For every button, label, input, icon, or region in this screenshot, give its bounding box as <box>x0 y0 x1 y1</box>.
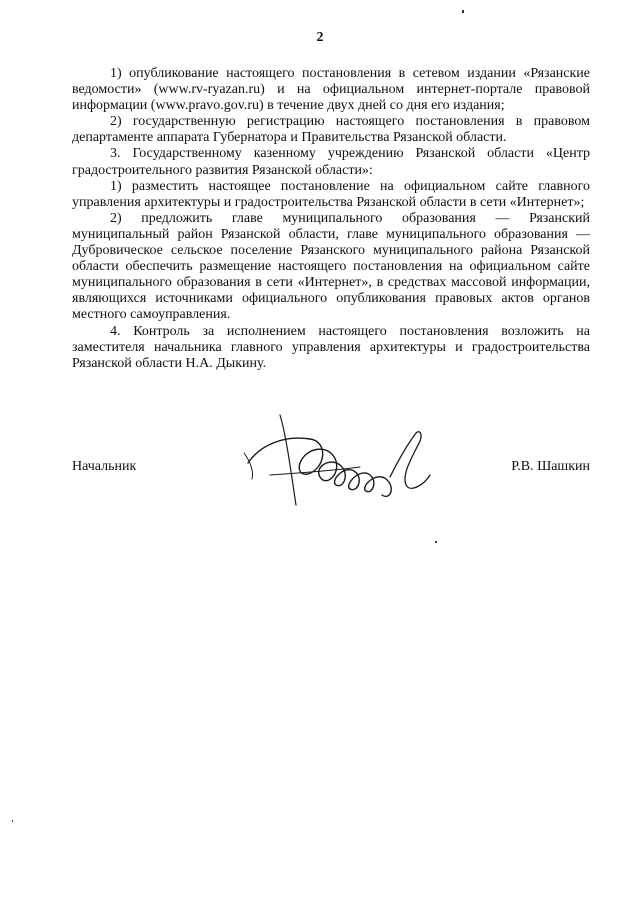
signature-block <box>72 459 590 479</box>
scan-speck <box>12 820 13 822</box>
scan-speck <box>435 541 437 543</box>
paragraph-publication: 1) опубликование настоящего постановления в сетевом издании «Рязанские ведомости» (www.rv-ryazan.ru) и на официальном интернет-портале правовой информации (www.pravo.gov.ru) в течение двух дней со дня его издания; <box>72 66 590 114</box>
paragraph-institution: 3. Государственному казенному учреждению Рязанской области «Центр градостроительного развития Рязанской области»: <box>72 146 590 178</box>
page-number: 2 <box>316 30 324 45</box>
document-body <box>72 66 590 372</box>
paragraph-website: 1) разместить настоящее постановление на официальном сайте главного управления архитектуры и градостроительства Рязанской области в сети «Интернет»; <box>72 178 590 210</box>
scan-speck <box>462 10 464 13</box>
signer-name: Р.В. Шашкин <box>511 459 590 474</box>
signer-title: Начальник <box>72 459 137 474</box>
paragraph-municipal: 2) предложить главе муниципального образования — Рязанский муниципальный район Рязанской области, главе муниципального образования — Дубровическое сельское поселение Рязанского муниципального района Рязанской области обеспечить размещение настоящего постановления на официальном сайте муниципального образования в сети «Интернет», в средствах массовой информации, являющихся источниками официального опубликования правовых актов органов местного самоуправления. <box>72 210 590 323</box>
paragraph-control: 4. Контроль за исполнением настоящего постановления возложить на заместителя начальника главного управления архитектуры и градостроительства Рязанской области Н.А. Дыкину. <box>72 323 590 371</box>
paragraph-registration: 2) государственную регистрацию настоящего постановления в правовом департаменте аппарата Губернатора и Правительства Рязанской области. <box>72 114 590 146</box>
